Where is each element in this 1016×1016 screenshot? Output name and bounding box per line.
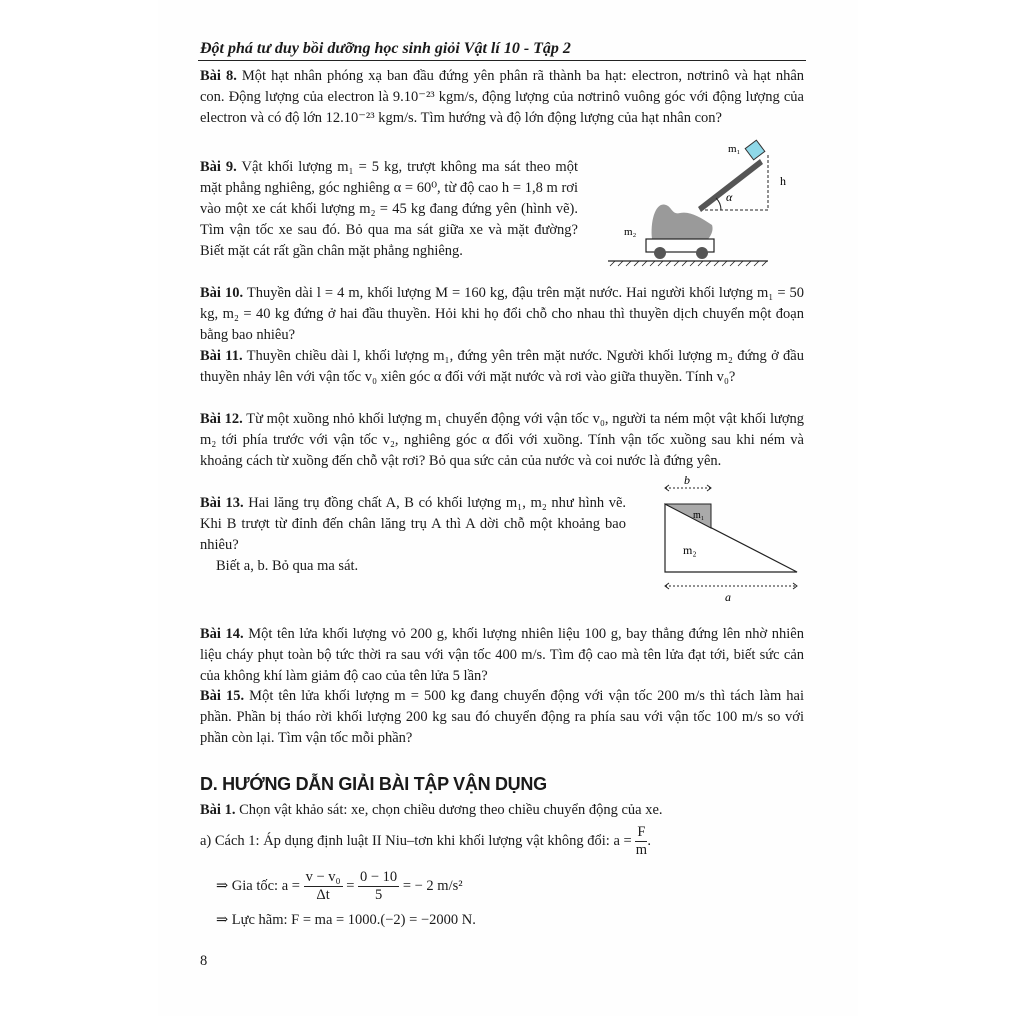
- problem-12-label: Bài 12.: [200, 411, 243, 427]
- running-header: Đột phá tư duy bồi dưỡng học sinh giỏi Vật lí 10 - Tập 2: [200, 40, 571, 57]
- frac-f: F: [637, 824, 646, 840]
- page-number: 8: [200, 953, 208, 969]
- formula-acceleration: ⇒ Gia tốc: a = $\frac{\text{v − v₀}}{\Delta t}$ = $\frac{0 - 10}{5}$ = − 2 m/s²: [216, 869, 463, 903]
- problem-9-text: Vật khối lượng m₁ = 5 kg, trượt không ma sát theo một mặt phẳng nghiêng, góc nghiêng α = 60⁰, từ độ cao h = 1,8 m rơi vào một xe cát khối lượng m₂ = 45 kg đang đứng yên (hình vẽ). Tìm vận tốc xe sau đó. Bỏ qua ma sát giữa xe và mặt đường? Biết mặt cát rất gần chân mặt phẳng nghiêng.: [200, 159, 578, 259]
- frac-5: 5: [374, 887, 383, 903]
- label-m2: m₂: [624, 226, 637, 238]
- problem-10-text: Thuyền dài l = 4 m, khối lượng M = 160 kg, đậu trên mặt nước. Hai người khối lượng m₁ = 50 kg, m₂ = 40 kg đứng ở hai đầu thuyền. Hỏi khi họ đổi chỗ cho nhau thì thuyền dịch chuyển một đoạn bằng bao nhiêu?: [200, 285, 804, 343]
- problem-9: [200, 157, 578, 262]
- figure-prisms: [655, 470, 810, 605]
- problem-14: [200, 624, 804, 687]
- problem-10: [200, 283, 804, 346]
- label-m1: m₁: [728, 143, 741, 155]
- problem-8-label: Bài 8.: [200, 68, 237, 84]
- label-m2-prism: m₂: [683, 543, 697, 557]
- problem-12-text: Từ một xuồng nhỏ khối lượng m₁ chuyển động với vận tốc v₀, người ta ném một vật khối lượng m₂ tới phía trước với vận tốc v₂, nghiêng góc α đối với xuồng. Tính vận tốc xuồng sau khi ném và khoảng cách từ xuồng đến chỗ vật rơi? Bỏ qua sức cản của nước và coi nước là đứng yên.: [200, 411, 804, 469]
- frac-delta-t: Δt: [316, 887, 330, 903]
- label-m1-prism: m₁: [693, 510, 705, 521]
- problem-15-label: Bài 15.: [200, 688, 245, 704]
- formula-force: ⇒ Lực hãm: F = ma = 1000.(−2) = −2000 N.: [216, 912, 476, 928]
- block-m1: [745, 140, 765, 160]
- problem-13-text: Hai lăng trụ đồng chất A, B có khối lượng m₁, m₂ như hình vẽ. Khi B trượt từ đỉnh đến chân lăng trụ A thì A dời chỗ một khoảng bao nhiêu?: [200, 495, 627, 553]
- solution-intro: [200, 800, 804, 821]
- label-alpha: α: [726, 190, 733, 204]
- problem-10-label: Bài 10.: [200, 285, 244, 301]
- label-a: a: [725, 590, 731, 604]
- formula-a-text: a) Cách 1: Áp dụng định luật II Niu–tơn khi khối lượng vật không đổi: a =: [200, 832, 632, 849]
- formula-a: a) Cách 1: Áp dụng định luật II Niu–tơn khi khối lượng vật không đổi: a = $\frac{F}{m}$ .: [200, 824, 652, 858]
- acc-result: = − 2 m/s²: [402, 877, 463, 894]
- header-rule: [198, 60, 806, 61]
- fraction-values: [358, 869, 399, 904]
- problem-12: [200, 409, 804, 472]
- problem-15: [200, 686, 804, 749]
- problem-11: [200, 346, 804, 388]
- solution-intro-text: Chọn vật khảo sát: xe, chọn chiều dương theo chiều chuyển động của xe.: [239, 802, 663, 818]
- fraction-f-over-m: [635, 824, 647, 859]
- problem-8: [200, 66, 804, 129]
- frac-0-minus-10: 0 − 10: [360, 869, 398, 885]
- acc-prefix: ⇒ Gia tốc: a =: [216, 877, 300, 894]
- cart-wheel-right: [696, 247, 708, 259]
- ground-hatching: [610, 261, 767, 266]
- fraction-velocity-change: [304, 869, 343, 904]
- problem-11-text: Thuyền chiều dài l, khối lượng m₁, đứng yên trên mặt nước. Người khối lượng m₂ đứng ở đầu thuyền nhảy lên với vận tốc v₀ xiên góc α đối với mặt nước và rơi vào giữa thuyền. Tính v₀?: [200, 348, 804, 385]
- problem-11-label: Bài 11.: [200, 348, 243, 364]
- solution-label: Bài 1.: [200, 802, 236, 818]
- problem-13-note: Biết a, b. Bỏ qua ma sát.: [216, 558, 359, 574]
- problem-15-text: Một tên lửa khối lượng m = 500 kg đang chuyển động với vận tốc 200 m/s thì tách làm hai phần. Phần bị tháo rời khối lượng 200 kg sau đó chuyển động ra phía sau với vận tốc 100 m/s so với phần còn lại. Tìm vận tốc mỗi phần?: [200, 688, 804, 746]
- problem-13-label: Bài 13.: [200, 495, 244, 511]
- incline-plane: [698, 159, 763, 212]
- problem-14-label: Bài 14.: [200, 626, 244, 642]
- frac-m: m: [635, 842, 647, 858]
- label-h: h: [780, 174, 786, 188]
- figure-incline-sand-cart: [600, 135, 810, 275]
- section-title: D. HƯỚNG DẪN GIẢI BÀI TẬP VẬN DỤNG: [200, 774, 547, 794]
- frac-v-minus-v0: v − v₀: [305, 869, 341, 885]
- problem-14-text: Một tên lửa khối lượng vỏ 200 g, khối lượng nhiên liệu 100 g, bay thẳng đứng lên nhờ nhiên liệu cháy phụt toàn bộ tức thời ra sau với vận tốc 400 m/s. Tìm độ cao mà tên lửa đạt tới, biết sức cản của không khí làm giảm độ cao của tên lửa 5 lần?: [200, 626, 804, 684]
- label-b: b: [684, 473, 690, 487]
- problem-9-label: Bài 9.: [200, 159, 237, 175]
- problem-8-text: Một hạt nhân phóng xạ ban đầu đứng yên phân rã thành ba hạt: electron, nơtrinô và hạt nhân con. Động lượng của electron là 9.10⁻²³ kgm/s, động lượng của nơtrinô vuông góc với động lượng của electron và có độ lớn 12.10⁻²³ kgm/s. Tìm hướng và độ lớn động lượng của hạt nhân con?: [200, 68, 805, 126]
- cart-wheel-left: [654, 247, 666, 259]
- problem-13: [200, 493, 626, 556]
